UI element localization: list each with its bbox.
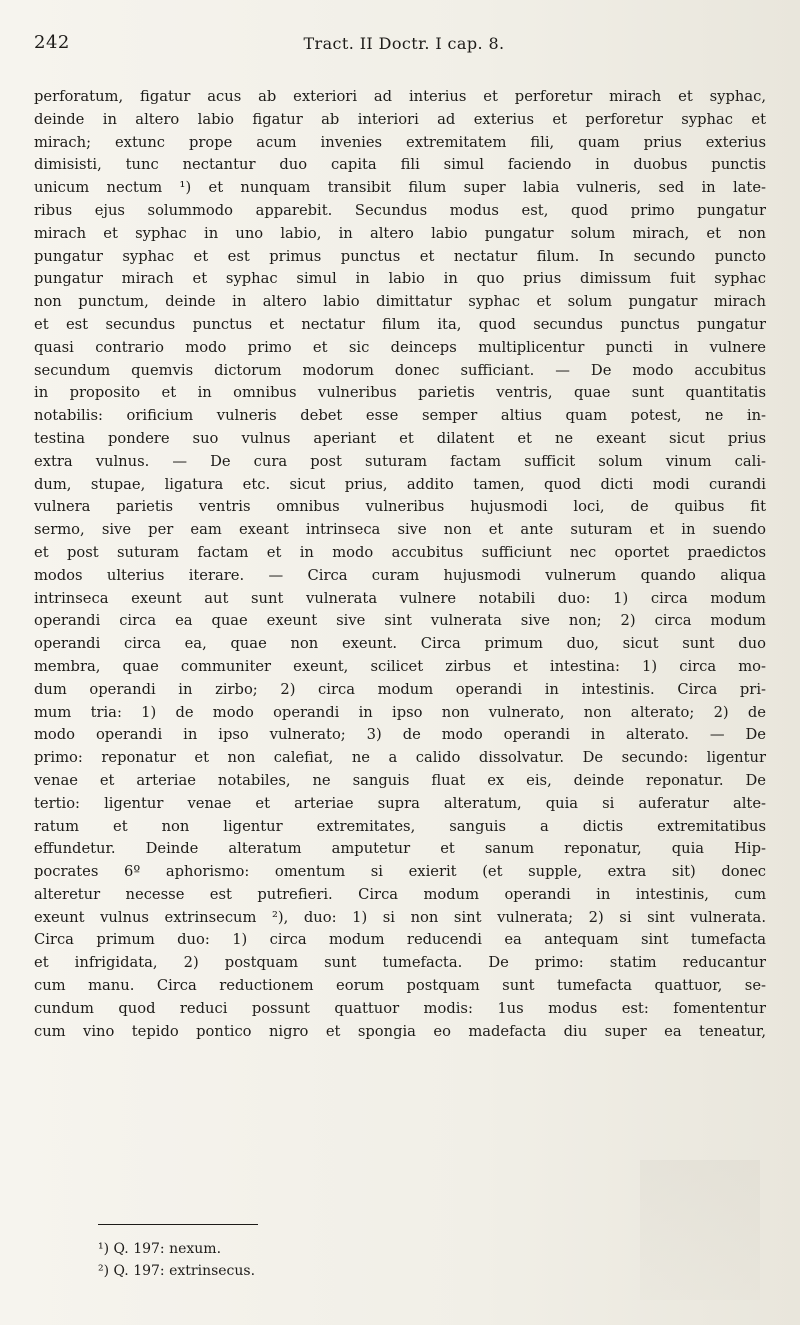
text-line: testina pondere suo vulnus aperiant et dilatent et ne exeant sicut prius: [34, 429, 766, 447]
text-line: dimisisti, tunc nectantur duo capita fili simul faciendo in duobus punctis: [34, 156, 766, 174]
text-line: mirach et syphac in uno labio, in altero labio pungatur solum mirach, et non: [34, 224, 766, 242]
text-line: et est secundus punctus et nectatur filum ita, quod secundus punctus pungatur: [34, 315, 766, 333]
text-line: modo operandi in ipso vulnerato; 3) de modo operandi in alterato. — De: [34, 726, 766, 744]
text-line: effundetur. Deinde alteratum amputetur et sanum reponatur, quia Hip-: [34, 840, 766, 858]
text-line: non punctum, deinde in altero labio dimittatur syphac et solum pungatur mirach: [34, 293, 766, 311]
text-line: exeunt vulnus extrinsecum ²), duo: 1) si non sint vulnerata; 2) si sint vulnerata.: [34, 908, 766, 926]
footnote-1: ¹) Q. 197: nexum.: [98, 1241, 222, 1257]
text-line: extra vulnus. — De cura post suturam factam sufficit solum vinum cali-: [34, 452, 766, 470]
text-line: cum manu. Circa reductionem eorum postquam sunt tumefacta quattuor, se-: [34, 977, 766, 995]
text-line: alteretur necesse est putrefieri. Circa modum operandi in intestinis, cum: [34, 885, 766, 903]
text-line: in proposito et in omnibus vulneribus parietis ventris, quae sunt quantitatis: [34, 384, 766, 402]
text-line: perforatum, figatur acus ab exteriori ad interius et perforetur mirach et syphac,: [34, 88, 766, 105]
text-line: ratum et non ligentur extremitates, sanguis a dictis extremitatibus: [34, 817, 766, 835]
text-line: membra, quae communiter exeunt, scilicet zirbus et intestina: 1) circa mo-: [34, 657, 766, 675]
text-line: notabilis: orificium vulneris debet esse semper altius quam potest, ne in-: [34, 407, 766, 425]
text-line: tertio: ligentur venae et arteriae supra alteratum, quia si auferatur alte-: [34, 794, 766, 812]
text-line: operandi circa ea, quae non exeunt. Circa primum duo, sicut sunt duo: [34, 635, 766, 653]
text-line: dum, stupae, ligatura etc. sicut prius, addito tamen, quod dicti modi curandi: [34, 475, 766, 493]
text-line: cum vino tepido pontico nigro et spongia eo madefacta diu super ea teneatur,: [34, 1022, 766, 1040]
page-number: 242: [34, 32, 70, 53]
text-line: pocrates 6º aphorismo: omentum si exierit (et supple, extra sit) donec: [34, 863, 766, 881]
text-line: vulnera parietis ventris omnibus vulneribus hujusmodi loci, de quibus fit: [34, 498, 766, 516]
text-line: primo: reponatur et non calefiat, ne a calido dissolvatur. De secundo: ligentur: [34, 749, 766, 767]
footnote-2: ²) Q. 197: extrinsecus.: [98, 1263, 256, 1279]
text-line: venae et arteriae notabiles, ne sanguis fluat ex eis, deinde reponatur. De: [34, 771, 766, 789]
footnote-rule: [98, 1224, 258, 1225]
text-line: deinde in altero labio figatur ab interiori ad exterius et perforetur syphac et: [34, 110, 766, 128]
text-line: operandi circa ea quae exeunt sive sint vulnerata sive non; 2) circa modum: [34, 612, 766, 630]
text-line: ribus ejus solummodo apparebit. Secundus modus est, quod primo pungatur: [34, 201, 766, 219]
text-line: Circa primum duo: 1) circa modum reducendi ea antequam sint tumefacta: [34, 931, 766, 949]
text-line: quasi contrario modo primo et sic deinceps multiplicentur puncti in vulnere: [34, 338, 766, 356]
text-line: intrinseca exeunt aut sunt vulnerata vulnere notabili duo: 1) circa modum: [34, 589, 766, 607]
text-line: sermo, sive per eam exeant intrinseca sive non et ante suturam et in suendo: [34, 521, 766, 539]
text-line: mum tria: 1) de modo operandi in ipso non vulnerato, non alterato; 2) de: [34, 703, 766, 721]
text-line: et post suturam factam et in modo accubitus sufficiunt nec oportet praedictos: [34, 543, 766, 561]
text-line: pungatur syphac et est primus punctus et nectatur filum. In secundo puncto: [34, 247, 766, 265]
text-line: secundum quemvis dictorum modorum donec sufficiant. — De modo accubitus: [34, 361, 766, 379]
body-text: [34, 86, 766, 1043]
text-line: pungatur mirach et syphac simul in labio in quo prius dimissum fuit syphac: [34, 270, 766, 288]
show-through-bleed: [640, 1160, 760, 1300]
text-line: mirach; extunc prope acum invenies extremitatem fili, quam prius exterius: [34, 133, 766, 151]
text-line: modos ulterius iterare. — Circa curam hujusmodi vulnerum quando aliqua: [34, 566, 766, 584]
running-head: Tract. II Doctr. I cap. 8.: [303, 34, 505, 53]
text-line: cundum quod reduci possunt quattuor modis: 1us modus est: fomententur: [34, 999, 766, 1017]
text-line: unicum nectum ¹) et nunquam transibit filum super labia vulneris, sed in late-: [34, 179, 766, 197]
text-line: dum operandi in zirbo; 2) circa modum operandi in intestinis. Circa pri-: [34, 680, 766, 698]
page-header: [34, 30, 774, 64]
footnotes: [98, 1238, 498, 1282]
text-line: et infrigidata, 2) postquam sunt tumefacta. De primo: statim reducantur: [34, 954, 766, 972]
